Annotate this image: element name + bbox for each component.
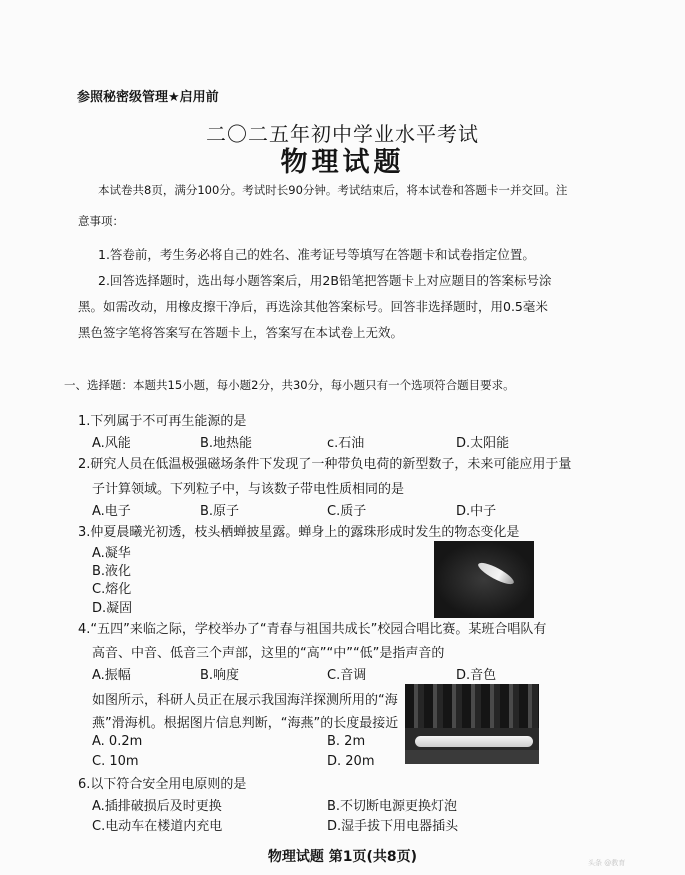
note-2-line-1: 2.回答选择题时，选出每小题答案后，用2B铅笔把答题卡上对应题目的答案标号涂 — [98, 273, 552, 288]
question-1-option-b: B.地热能 — [200, 436, 253, 451]
question-6-option-a: A.插排破损后及时更换 — [92, 799, 222, 814]
question-2-stem-line-2: 子计算领域。下列粒子中，与该数子带电性质相同的是 — [92, 482, 405, 497]
cicada-dew-photo — [434, 541, 534, 618]
question-3-option-d: D.凝固 — [92, 601, 133, 616]
question-2-option-c: C.质子 — [327, 504, 367, 519]
question-4-option-b: B.响度 — [200, 668, 240, 683]
question-4-option-c: C.音调 — [327, 668, 367, 683]
question-5-option-b: B. 2m — [327, 734, 366, 749]
question-6-stem: 6.以下符合安全用电原则的是 — [78, 777, 247, 792]
question-2-option-d: D.中子 — [456, 504, 497, 519]
question-1-option-a: A.风能 — [92, 436, 131, 451]
question-4-option-a: A.振幅 — [92, 668, 131, 683]
question-4-stem-line-1: 4.“五四”来临之际，学校举办了“青春与祖国共成长”校园合唱比赛。某班合唱队有 — [78, 622, 547, 637]
question-3-stem: 3.仲夏晨曦光初透，枝头栖蝉披星露。蝉身上的露珠形成时发生的物态变化是 — [78, 525, 520, 540]
question-5-option-a: A. 0.2m — [92, 734, 143, 749]
question-2-option-a: A.电子 — [92, 504, 131, 519]
question-3-option-b: B.液化 — [92, 564, 132, 579]
question-1-stem: 1.下列属于不可再生能源的是 — [78, 414, 247, 429]
watermark: 头条 @教育 — [588, 859, 626, 867]
note-2-line-3: 黑色签字笔将答案写在答题卡上，答案写在本试卷上无效。 — [78, 325, 404, 340]
question-2-stem-line-1: 2.研究人员在低温极强磁场条件下发现了一种带负电荷的新型数子，未来可能应用于量 — [78, 457, 572, 472]
question-6-option-b: B.不切断电源更换灯泡 — [327, 799, 458, 814]
question-2-option-b: B.原子 — [200, 504, 240, 519]
exam-title: 二〇二五年初中学业水平考试 — [206, 122, 479, 146]
classification-header: 参照秘密级管理★启用前 — [77, 90, 219, 105]
question-6-option-c: C.电动车在楼道内充电 — [92, 819, 223, 834]
section-heading: 一、选择题：本题共15小题，每小题2分，共30分，每小题只有一个选项符合题目要求。 — [64, 378, 515, 392]
question-6-option-d: D.湿手拔下用电器插头 — [327, 819, 459, 834]
question-5-option-d: D. 20m — [327, 754, 375, 769]
note-1: 1.答卷前，考生务必将自己的姓名、准考证号等填写在答题卡和试卷指定位置。 — [98, 247, 535, 262]
sea-glider-photo — [405, 684, 539, 764]
question-3-option-a: A.凝华 — [92, 546, 131, 561]
question-4-option-d: D.音色 — [456, 668, 497, 683]
question-3-option-c: C.熔化 — [92, 582, 132, 597]
question-1-option-d: D.太阳能 — [456, 436, 510, 451]
question-5-option-c: C. 10m — [92, 754, 139, 769]
intro-line-1: 本试卷共8页，满分100分。考试时长90分钟。考试结束后，将本试卷和答题卡一并交回。注 — [98, 183, 568, 197]
page-footer: 物理试题 第1页(共8页) — [267, 849, 418, 865]
subject-title: 物理试题 — [280, 147, 405, 178]
note-2-line-2: 黑。如需改动，用橡皮擦干净后，再选涂其他答案标号。回答非选择题时，用0.5毫米 — [78, 299, 548, 314]
question-4-stem-line-2: 高音、中音、低音三个声部，这里的“高”“中”“低”是指声音的 — [92, 646, 445, 661]
question-5-stem-line-1: 如图所示，科研人员正在展示我国海洋探测所用的“海 — [92, 693, 398, 708]
intro-line-2: 意事项： — [78, 214, 124, 228]
question-5-stem-line-2: 燕”滑海机。根据图片信息判断，“海燕”的长度最接近 — [92, 716, 399, 731]
question-1-option-c: c.石油 — [327, 436, 365, 451]
